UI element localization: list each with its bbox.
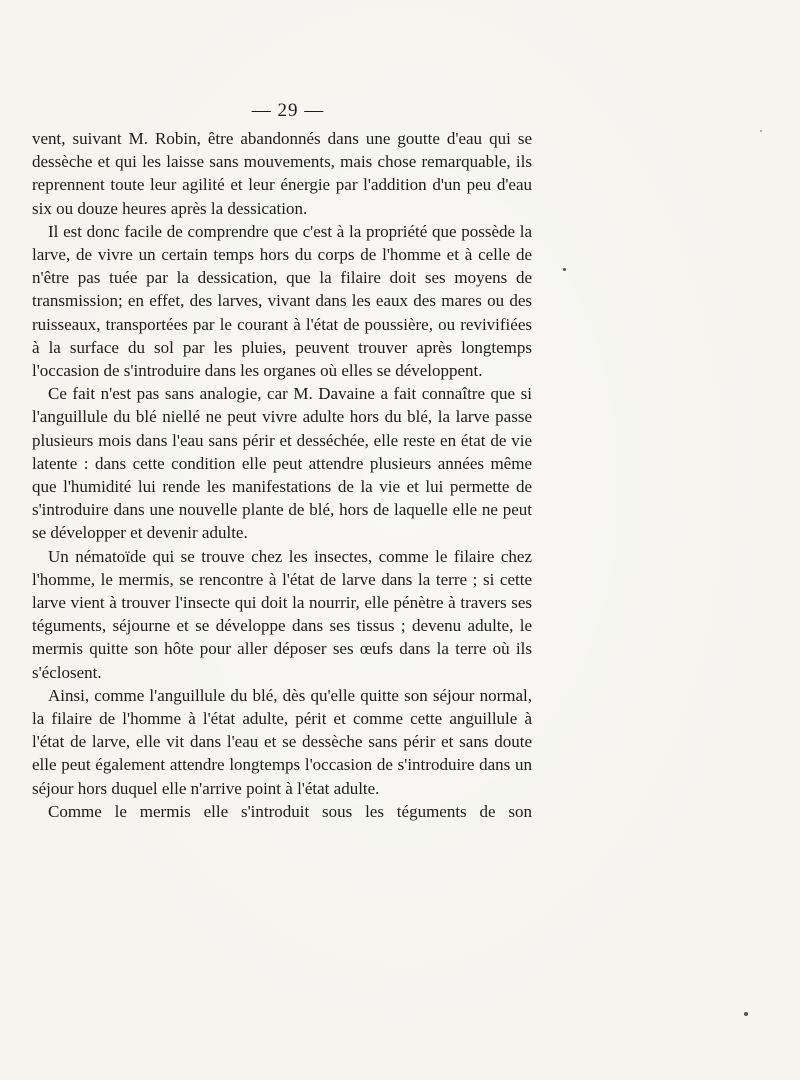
paragraph-1: vent, suivant M. Robin, être abandonnés dans une goutte d'eau qui se dessèche et qui les laisse sans mouvements, mais chose remarquable, ils reprennent toute leur agilité et leur énergie par l'addition d'un peu d'eau six ou douze heures après la dessication.	[32, 129, 532, 218]
paragraph-2: Il est donc facile de comprendre que c'est à la propriété que possède la larve, de vivre un certain temps hors du corps de l'homme et à celle de n'être pas tuée par la dessication, que la filaire doit ses moyens de transmission; en effet, des larves, vivant dans les eaux des mares ou des ruisseaux, transportées par le courant à l'état de poussière, ou revivifiées à la surface du sol par les pluies, peuvent trouver après longtemps l'occasion de s'introduire dans les organes où elles se développent.	[32, 221, 532, 381]
paragraph-6: Comme le mermis elle s'introduit sous les téguments de son	[48, 801, 532, 821]
paragraph-5: Ainsi, comme l'anguillule du blé, dès qu'elle quitte son séjour normal, la filaire de l'homme à l'état adulte, périt et comme cette anguillule à l'état de larve, elle vit dans l'eau et se dessèche sans périr et sans doute elle peut également attendre longtemps l'occasion de s'introduire dans un séjour hors duquel elle n'arrive point à l'état adulte.	[32, 685, 532, 798]
paper-speck	[563, 268, 566, 271]
paper-speck	[760, 130, 762, 132]
page-number: — 29 —	[251, 100, 325, 121]
paper-speck	[744, 1012, 748, 1016]
paragraph-4: Un nématoïde qui se trouve chez les insectes, comme le filaire chez l'homme, le mermis, se rencontre à l'état de larve dans la terre ; si cette larve vient à trouver l'insecte qui doit la nourrir, elle pénètre à travers ses téguments, séjourne et se développe dans ses tissus ; devenu adulte, le mermis quitte son hôte pour aller déposer ses œufs dans la terre où ils s'éclosent.	[32, 546, 532, 682]
paragraph-3: Ce fait n'est pas sans analogie, car M. Davaine a fait connaître que si l'anguillule du blé niellé ne peut vivre adulte hors du blé, la larve passe plusieurs mois dans l'eau sans périr et desséchée, elle reste en état de vie latente : dans cette condition elle peut attendre plusieurs années même que l'humidité lui rende les manifestations de la vie et lui permette de s'introduire dans une nouvelle plante de blé, hors de laquelle elle ne peut se développer et devenir adulte.	[32, 384, 532, 543]
body-text	[32, 127, 532, 823]
